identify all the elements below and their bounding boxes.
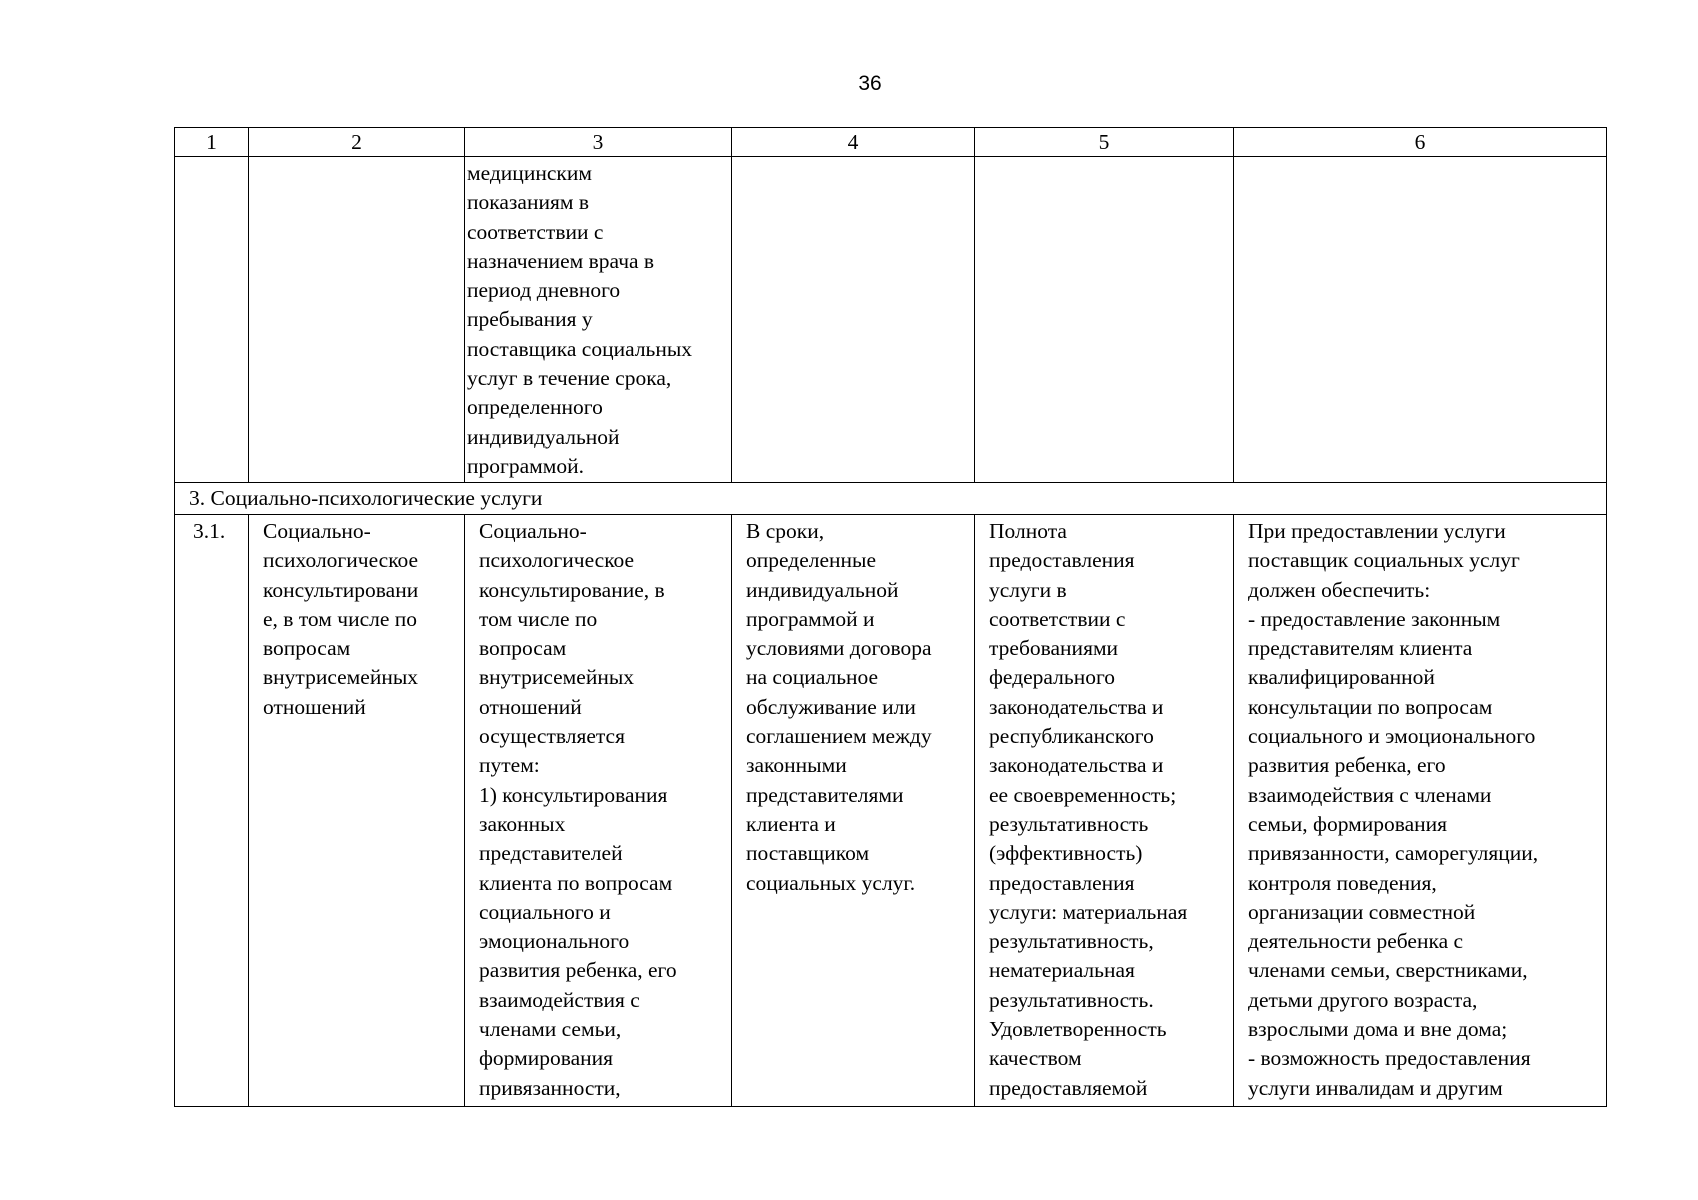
column-header-5: 5 <box>975 128 1234 157</box>
column-header-4: 4 <box>732 128 975 157</box>
continuation-row <box>175 157 1607 483</box>
continuation-cell-4 <box>732 157 975 483</box>
row-number: 3.1. <box>175 515 249 1107</box>
continuation-description: медицинским показаниям в соответствии с назначением врача в период дневного пребывания у поставщика социальных услуг в течение срока, определенного индивидуальной программой. <box>467 161 693 478</box>
section-heading-row <box>175 483 1607 515</box>
continuation-cell-1 <box>175 157 249 483</box>
services-table <box>174 127 1607 1107</box>
column-header-6: 6 <box>1234 128 1607 157</box>
continuation-cell-6 <box>1234 157 1607 483</box>
column-header-3: 3 <box>465 128 732 157</box>
column-header-2: 2 <box>249 128 465 157</box>
quality-indicators: Полнота предоставления услуги в соответствии с требованиями федерального законодательства и республиканского законодательства и ее своевременность; результативность (эффективность) предоставления услуги: материальная результативность, нематериальная результативность. Удовлетворенность качеством предоставляемой <box>975 515 1234 1107</box>
service-name: Социально- психологическое консультировани е, в том числе по вопросам внутрисемейных отношений <box>249 515 465 1107</box>
continuation-cell-3 <box>465 157 732 483</box>
continuation-cell-2 <box>249 157 465 483</box>
column-header-1: 1 <box>175 128 249 157</box>
continuation-cell-5 <box>975 157 1234 483</box>
service-timing: В сроки, определенные индивидуальной программой и условиями договора на социальное обслуживание или соглашением между законными представителями клиента и поставщиком социальных услуг. <box>732 515 975 1107</box>
provision-conditions: При предоставлении услуги поставщик социальных услуг должен обеспечить: - предоставление законным представителям клиента квалифицированной консультации по вопросам социального и эмоционального развития ребенка, его взаимодействия с членами семьи, формирования привязанности, саморегуляции, контроля поведения, организации совместной деятельности ребенка с членами семьи, сверстниками, детьми другого возраста, взрослыми дома и вне дома; - возможность предоставления услуги инвалидам и другим <box>1234 515 1607 1107</box>
table-header-row <box>175 128 1607 157</box>
page-number: 36 <box>858 72 882 95</box>
service-description: Социально- психологическое консультирование, в том числе по вопросам внутрисемейных отношений осуществляется путем: 1) консультирования законных представителей клиента по вопросам социального и эмоционального развития ребенка, его взаимодействия с членами семьи, формирования привязанности, <box>465 515 732 1107</box>
section-heading: 3. Социально-психологические услуги <box>175 483 1607 515</box>
table-row <box>175 515 1607 1107</box>
